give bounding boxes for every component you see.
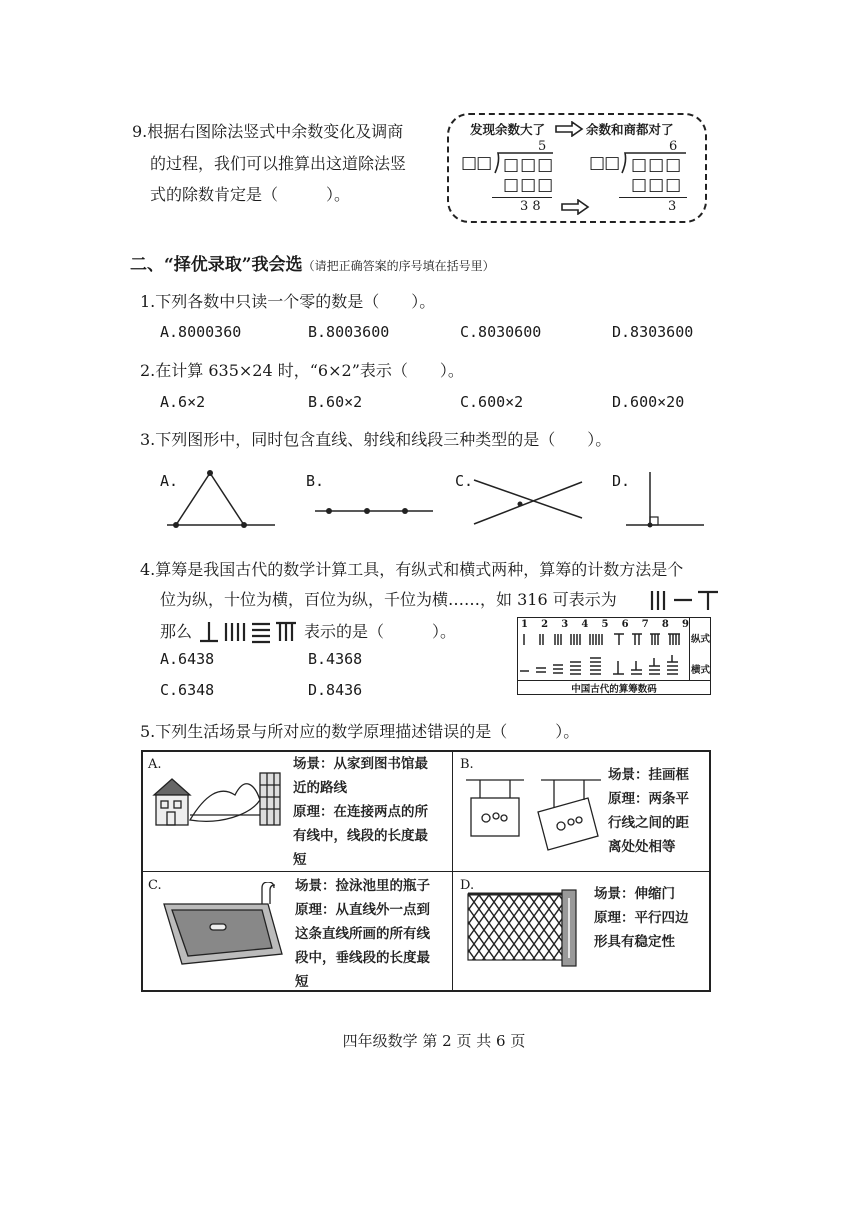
page-footer: 四年级数学 第 2 页 共 6 页 (342, 1032, 526, 1050)
q4-option-b: B.4368 (308, 650, 363, 668)
division-rule-right (619, 197, 687, 198)
rod-table-row1-label: 纵式 (691, 634, 711, 645)
q4-stem-line3a: 那么 (160, 622, 193, 641)
dividend-boxes-left: □□□ (503, 155, 555, 175)
q5-cell-a-letter: A. (148, 757, 162, 772)
q5-stem: 5.下列生活场景与所对应的数学原理描述错误的是（ ）。 (140, 722, 580, 741)
rod-table-label-rule (689, 617, 690, 680)
product-boxes-left: □□□ (503, 175, 555, 195)
section2-note: （请把正确答案的序号填在括号里） (302, 259, 495, 273)
house-to-library-image (150, 765, 285, 830)
divisor-boxes-right: □□ (589, 153, 620, 173)
q5-cell-a-text: 场景：从家到图书馆最 近的路线 原理：在连接两点的所 有线中，线段的长度最 短 (293, 756, 428, 868)
product-boxes-right: □□□ (631, 175, 683, 195)
rod-table-glyphs (520, 631, 688, 677)
hint-right-label: 余数和商都对了 (586, 122, 674, 137)
q5-cell-c-text: 场景：捡泳池里的瓶子 原理：从直线外一点到 这条直线所画的所有线 段中，垂线段的长度最 短 (295, 878, 430, 990)
swimming-pool-image (158, 882, 288, 967)
q1-option-b: B.8003600 (308, 323, 390, 341)
hanging-frames-image (466, 778, 606, 858)
q1-option-c: C.8030600 (460, 323, 542, 341)
q4-stem-line1: 4.算筹是我国古代的数学计算工具，有纵式和横式两种，算筹的计数方法是个 (140, 560, 684, 579)
q2-option-c: C.600×2 (460, 393, 524, 411)
q5-cell-b-letter: B. (460, 757, 474, 772)
quotient-left: 5 (538, 139, 547, 154)
q5-cell-d-letter: D. (460, 878, 475, 893)
section2-title: 二、“择优录取”我会选 (130, 255, 303, 275)
crossing-lines-figure (470, 478, 586, 528)
q4-stem-line2: 位为纵，十位为横，百位为纵，千位为横……，如 316 可表示为 (160, 590, 617, 609)
rod-numeral-316 (648, 588, 720, 612)
q9-line1: 9.根据右图除法竖式中余数变化及调商 (132, 122, 404, 141)
q1-option-d: D.8303600 (612, 323, 694, 341)
q2-option-b: B.60×2 (308, 393, 363, 411)
dividend-boxes-right: □□□ (631, 155, 683, 175)
divisor-boxes-left: □□ (461, 153, 492, 173)
q3-option-c: C. (455, 472, 474, 490)
quotient-right: 6 (669, 139, 678, 154)
arrow-right-icon (554, 121, 584, 137)
q5-cell-b-text: 场景：挂画框 原理：两条平 行线之间的距 离处处相等 (608, 767, 689, 855)
rod-table-row2-label: 横式 (691, 665, 711, 676)
perpendicular-figure (620, 470, 708, 530)
q5-cell-d-text: 场景：伸缩门 原理：平行四边 形具有稳定性 (594, 886, 689, 950)
segmented-line-figure (313, 505, 435, 517)
q3-option-b: B. (306, 472, 325, 490)
rod-table-digits: 1 2 3 4 5 6 7 8 9 (521, 619, 689, 630)
retractable-gate-image (464, 888, 580, 970)
arrow-right-icon (560, 199, 590, 215)
q1-stem: 1.下列各数中只读一个零的数是（ ）。 (140, 292, 436, 311)
q4-option-d: D.8436 (308, 681, 363, 699)
q3-option-a: A. (160, 472, 179, 490)
q1-option-a: A.8000360 (160, 323, 242, 341)
hint-left-label: 发现余数大了 (470, 122, 546, 137)
q9-line2: 的过程，我们可以推算出这道除法竖 (150, 154, 407, 173)
q4-option-c: C.6348 (160, 681, 215, 699)
section2-heading (130, 250, 495, 275)
division-rule-left (492, 197, 552, 198)
q9-line3: 式的除数肯定是（ ）。 (150, 185, 351, 204)
rod-numeral-question (198, 618, 298, 644)
q2-option-d: D.600×20 (612, 393, 685, 411)
remainder-left: 3 8 (520, 199, 541, 214)
q4-option-a: A.6438 (160, 650, 215, 668)
q3-stem: 3.下列图形中，同时包含直线、射线和线段三种类型的是（ ）。 (140, 430, 612, 449)
q3-option-d: D. (612, 472, 631, 490)
q5-cell-c-letter: C. (148, 878, 162, 893)
triangle-figure (165, 468, 277, 530)
q4-stem-line3b: 表示的是（ ）。 (304, 622, 457, 641)
remainder-right: 3 (668, 199, 677, 214)
q2-stem: 2.在计算 635×24 时，“6×2”表示（ ）。 (140, 361, 464, 380)
rod-table-caption: 中国古代的算筹数码 (571, 684, 657, 695)
q2-option-a: A.6×2 (160, 393, 206, 411)
